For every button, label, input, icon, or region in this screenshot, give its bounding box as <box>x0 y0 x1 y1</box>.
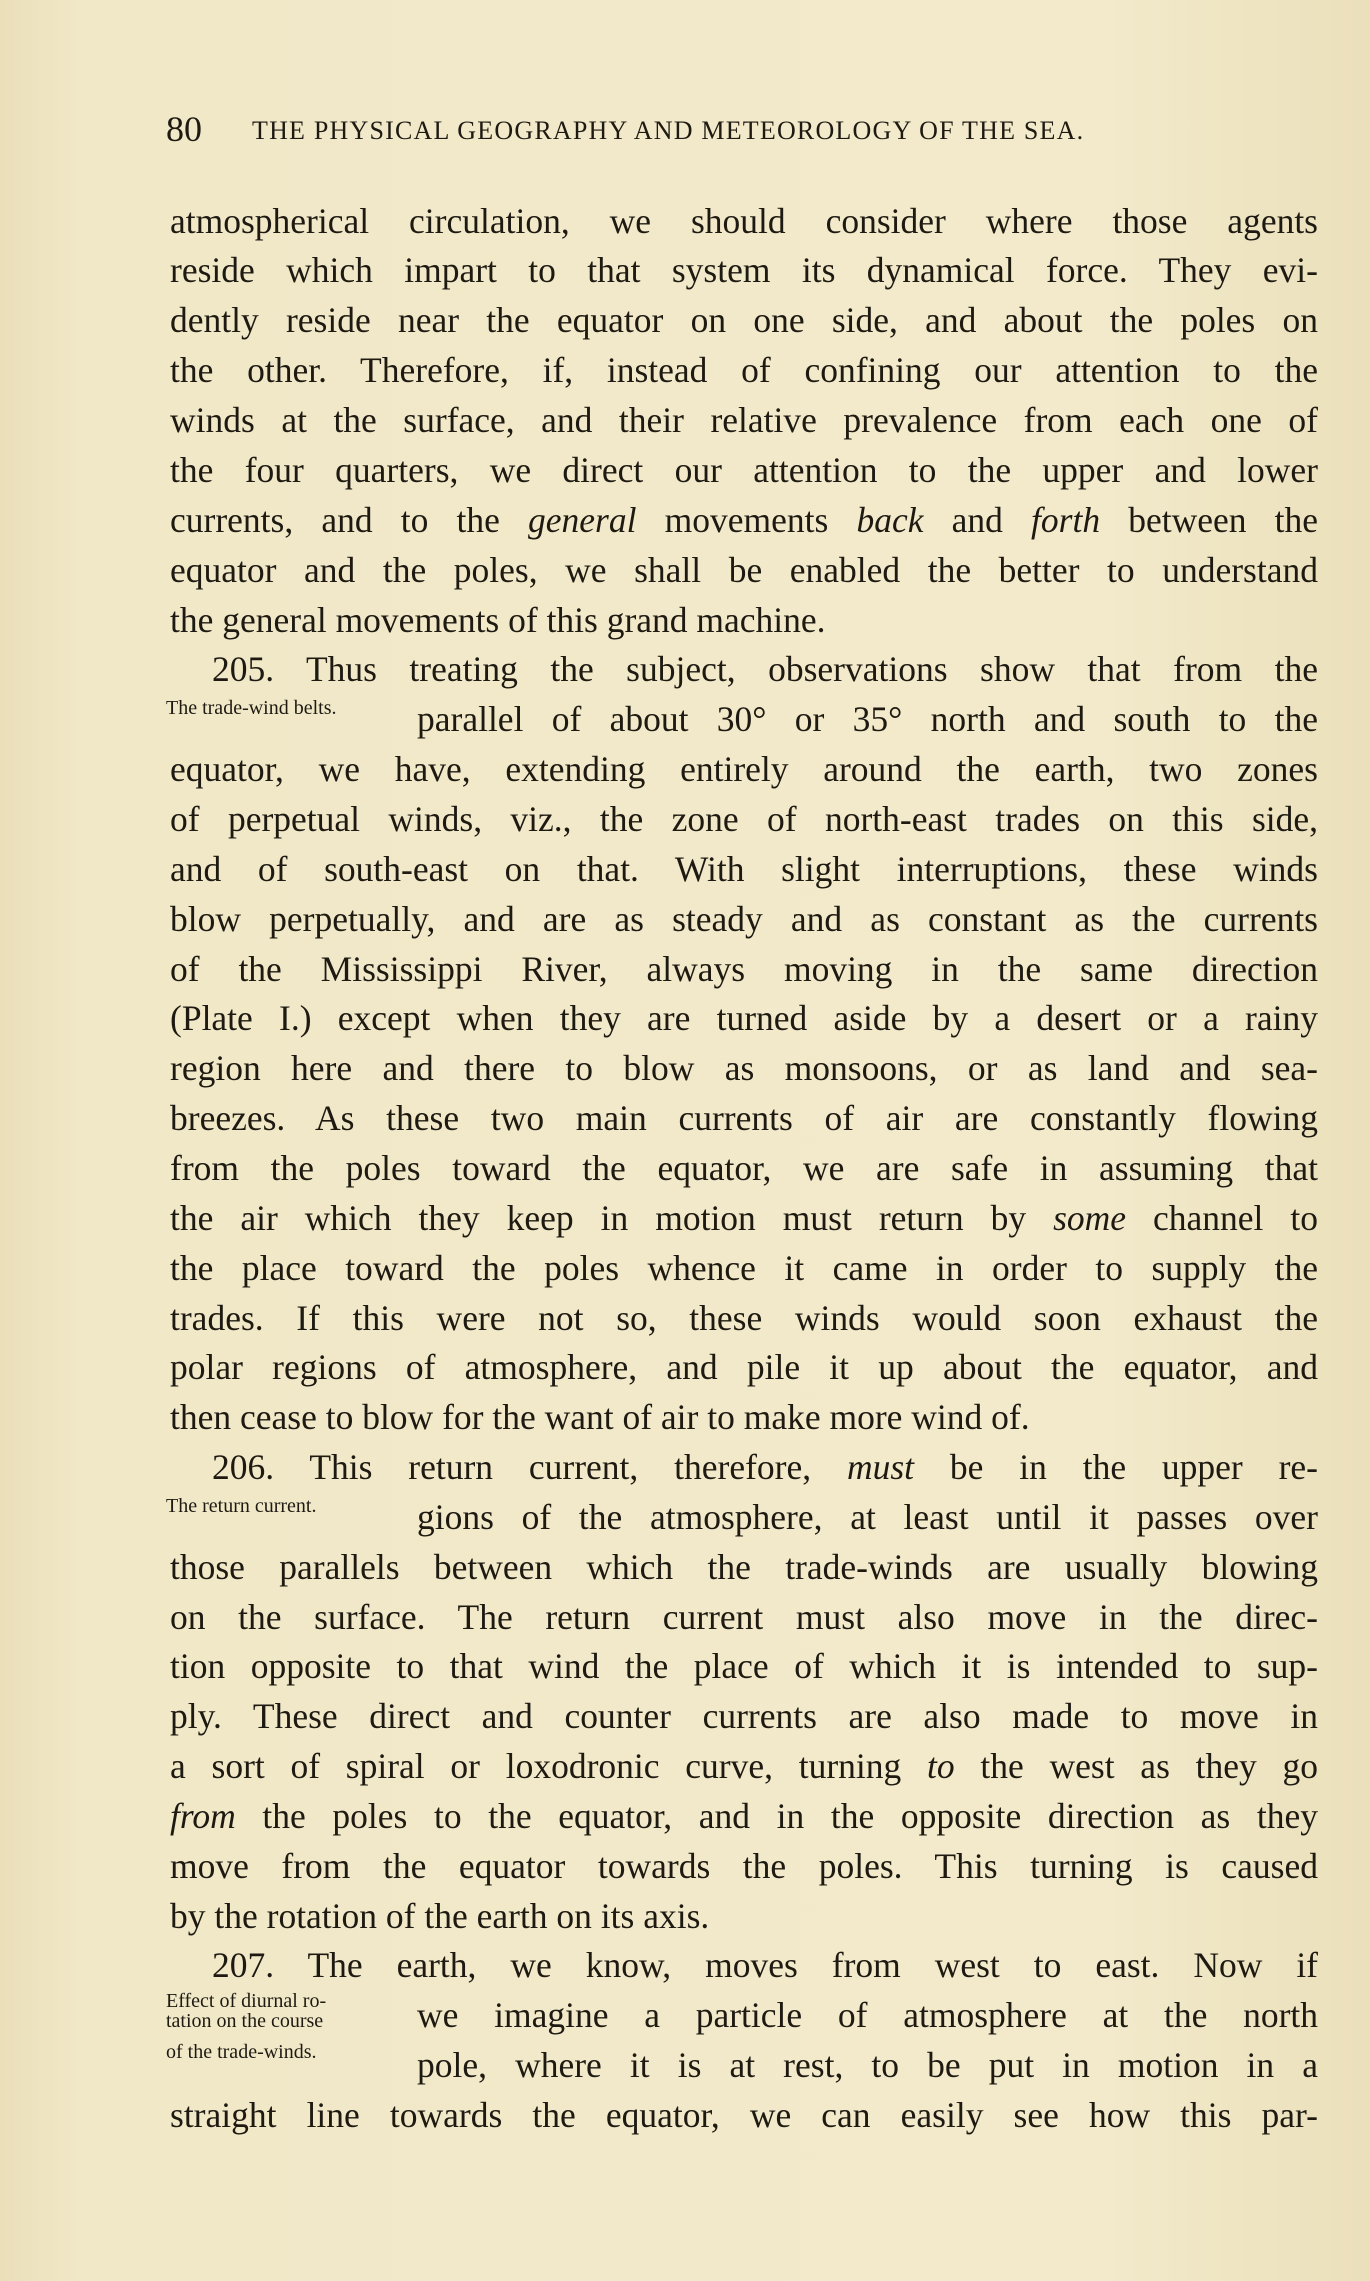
text-line: the place toward the poles whence it came in order to supply the <box>170 1248 1318 1288</box>
page-number: 80 <box>166 109 202 149</box>
text-line: the general movements of this grand machine. <box>170 600 826 640</box>
italic-text: forth <box>1031 500 1101 540</box>
margin-note-diurnal-rotation-3: of the trade-winds. <box>166 2041 317 2063</box>
text-line: equator, we have, extending entirely around the earth, two zones <box>170 749 1318 789</box>
running-title: THE PHYSICAL GEOGRAPHY AND METEOROLOGY OF THE SEA. <box>252 116 1085 145</box>
italic-text: general <box>528 500 637 540</box>
text-line: and of south-east on that. With slight interruptions, these winds <box>170 849 1318 889</box>
text-line: parallel of about 30° or 35° north and south to the <box>417 699 1318 739</box>
text-line: then cease to blow for the want of air to make more wind of. <box>170 1397 1030 1437</box>
text-line: ply. These direct and counter currents are also made to move in <box>170 1696 1318 1736</box>
text-line: reside which impart to that system its dynamical force. They evi- <box>170 250 1318 290</box>
text-line: (Plate I.) except when they are turned aside by a desert or a rainy <box>170 998 1318 1038</box>
text-line: of perpetual winds, viz., the zone of north-east trades on this side, <box>170 799 1318 839</box>
section-206-start: 206. This return current, therefore, must be in the upper re- <box>212 1447 1318 1487</box>
text-line: polar regions of atmosphere, and pile it up about the equator, and <box>170 1347 1318 1387</box>
text-line: of the Mississippi River, always moving in the same direction <box>170 949 1318 989</box>
text-line: the air which they keep in motion must return by some channel to <box>170 1198 1318 1238</box>
section-207-start: 207. The earth, we know, moves from west to east. Now if <box>212 1945 1318 1985</box>
italic-text: from <box>170 1796 236 1836</box>
text-line: the four quarters, we direct our attention to the upper and lower <box>170 450 1318 490</box>
text-line: winds at the surface, and their relative prevalence from each one of <box>170 400 1318 440</box>
margin-note-diurnal-rotation-2: tation on the course <box>166 2010 324 2032</box>
text-line: move from the equator towards the poles. This turning is caused <box>170 1846 1318 1886</box>
text-line: currents, and to the general movements back and forth between the <box>170 500 1319 540</box>
text-line: the other. Therefore, if, instead of confining our attention to the <box>170 350 1318 390</box>
text-line: pole, where it is at rest, to be put in motion in a <box>417 2045 1318 2085</box>
text-line: by the rotation of the earth on its axis. <box>170 1896 710 1936</box>
text-line: straight line towards the equator, we can easily see how this par- <box>170 2095 1318 2135</box>
margin-note-trade-wind-belts: The trade-wind belts. <box>166 697 337 719</box>
text-line: from the poles toward the equator, we are safe in assuming that <box>170 1148 1318 1188</box>
italic-text: to <box>927 1746 955 1786</box>
text-line: breezes. As these two main currents of air are constantly flowing <box>170 1098 1318 1138</box>
text-line: those parallels between which the trade-winds are usually blowing <box>170 1547 1318 1587</box>
italic-text: must <box>846 1447 915 1487</box>
text-line: from the poles to the equator, and in the opposite direction as they <box>170 1796 1318 1836</box>
margin-note-return-current: The return current. <box>166 1495 317 1517</box>
text-line: atmospherical circulation, we should consider where those agents <box>170 201 1318 241</box>
italic-text: some <box>1053 1198 1127 1238</box>
text-line: equator and the poles, we shall be enabled the better to understand <box>170 550 1318 590</box>
text-line: trades. If this were not so, these winds would soon exhaust the <box>170 1298 1318 1338</box>
text-line: blow perpetually, and are as steady and as constant as the currents <box>170 899 1318 939</box>
italic-text: back <box>856 500 924 540</box>
text-line: a sort of spiral or loxodronic curve, turning to the west as they go <box>170 1746 1318 1786</box>
margin-note-diurnal-rotation-1: Effect of diurnal ro- <box>166 1990 327 2012</box>
section-205-start: 205. Thus treating the subject, observations show that from the <box>212 649 1318 689</box>
text-line: dently reside near the equator on one side, and about the poles on <box>170 300 1318 340</box>
page-header <box>166 108 1246 152</box>
text-line: tion opposite to that wind the place of which it is intended to sup- <box>170 1646 1318 1686</box>
text-line: region here and there to blow as monsoons, or as land and sea- <box>170 1048 1318 1088</box>
text-line: gions of the atmosphere, at least until it passes over <box>417 1497 1318 1537</box>
text-line: on the surface. The return current must also move in the direc- <box>170 1597 1318 1637</box>
text-line: we imagine a particle of atmosphere at the north <box>417 1995 1318 2035</box>
